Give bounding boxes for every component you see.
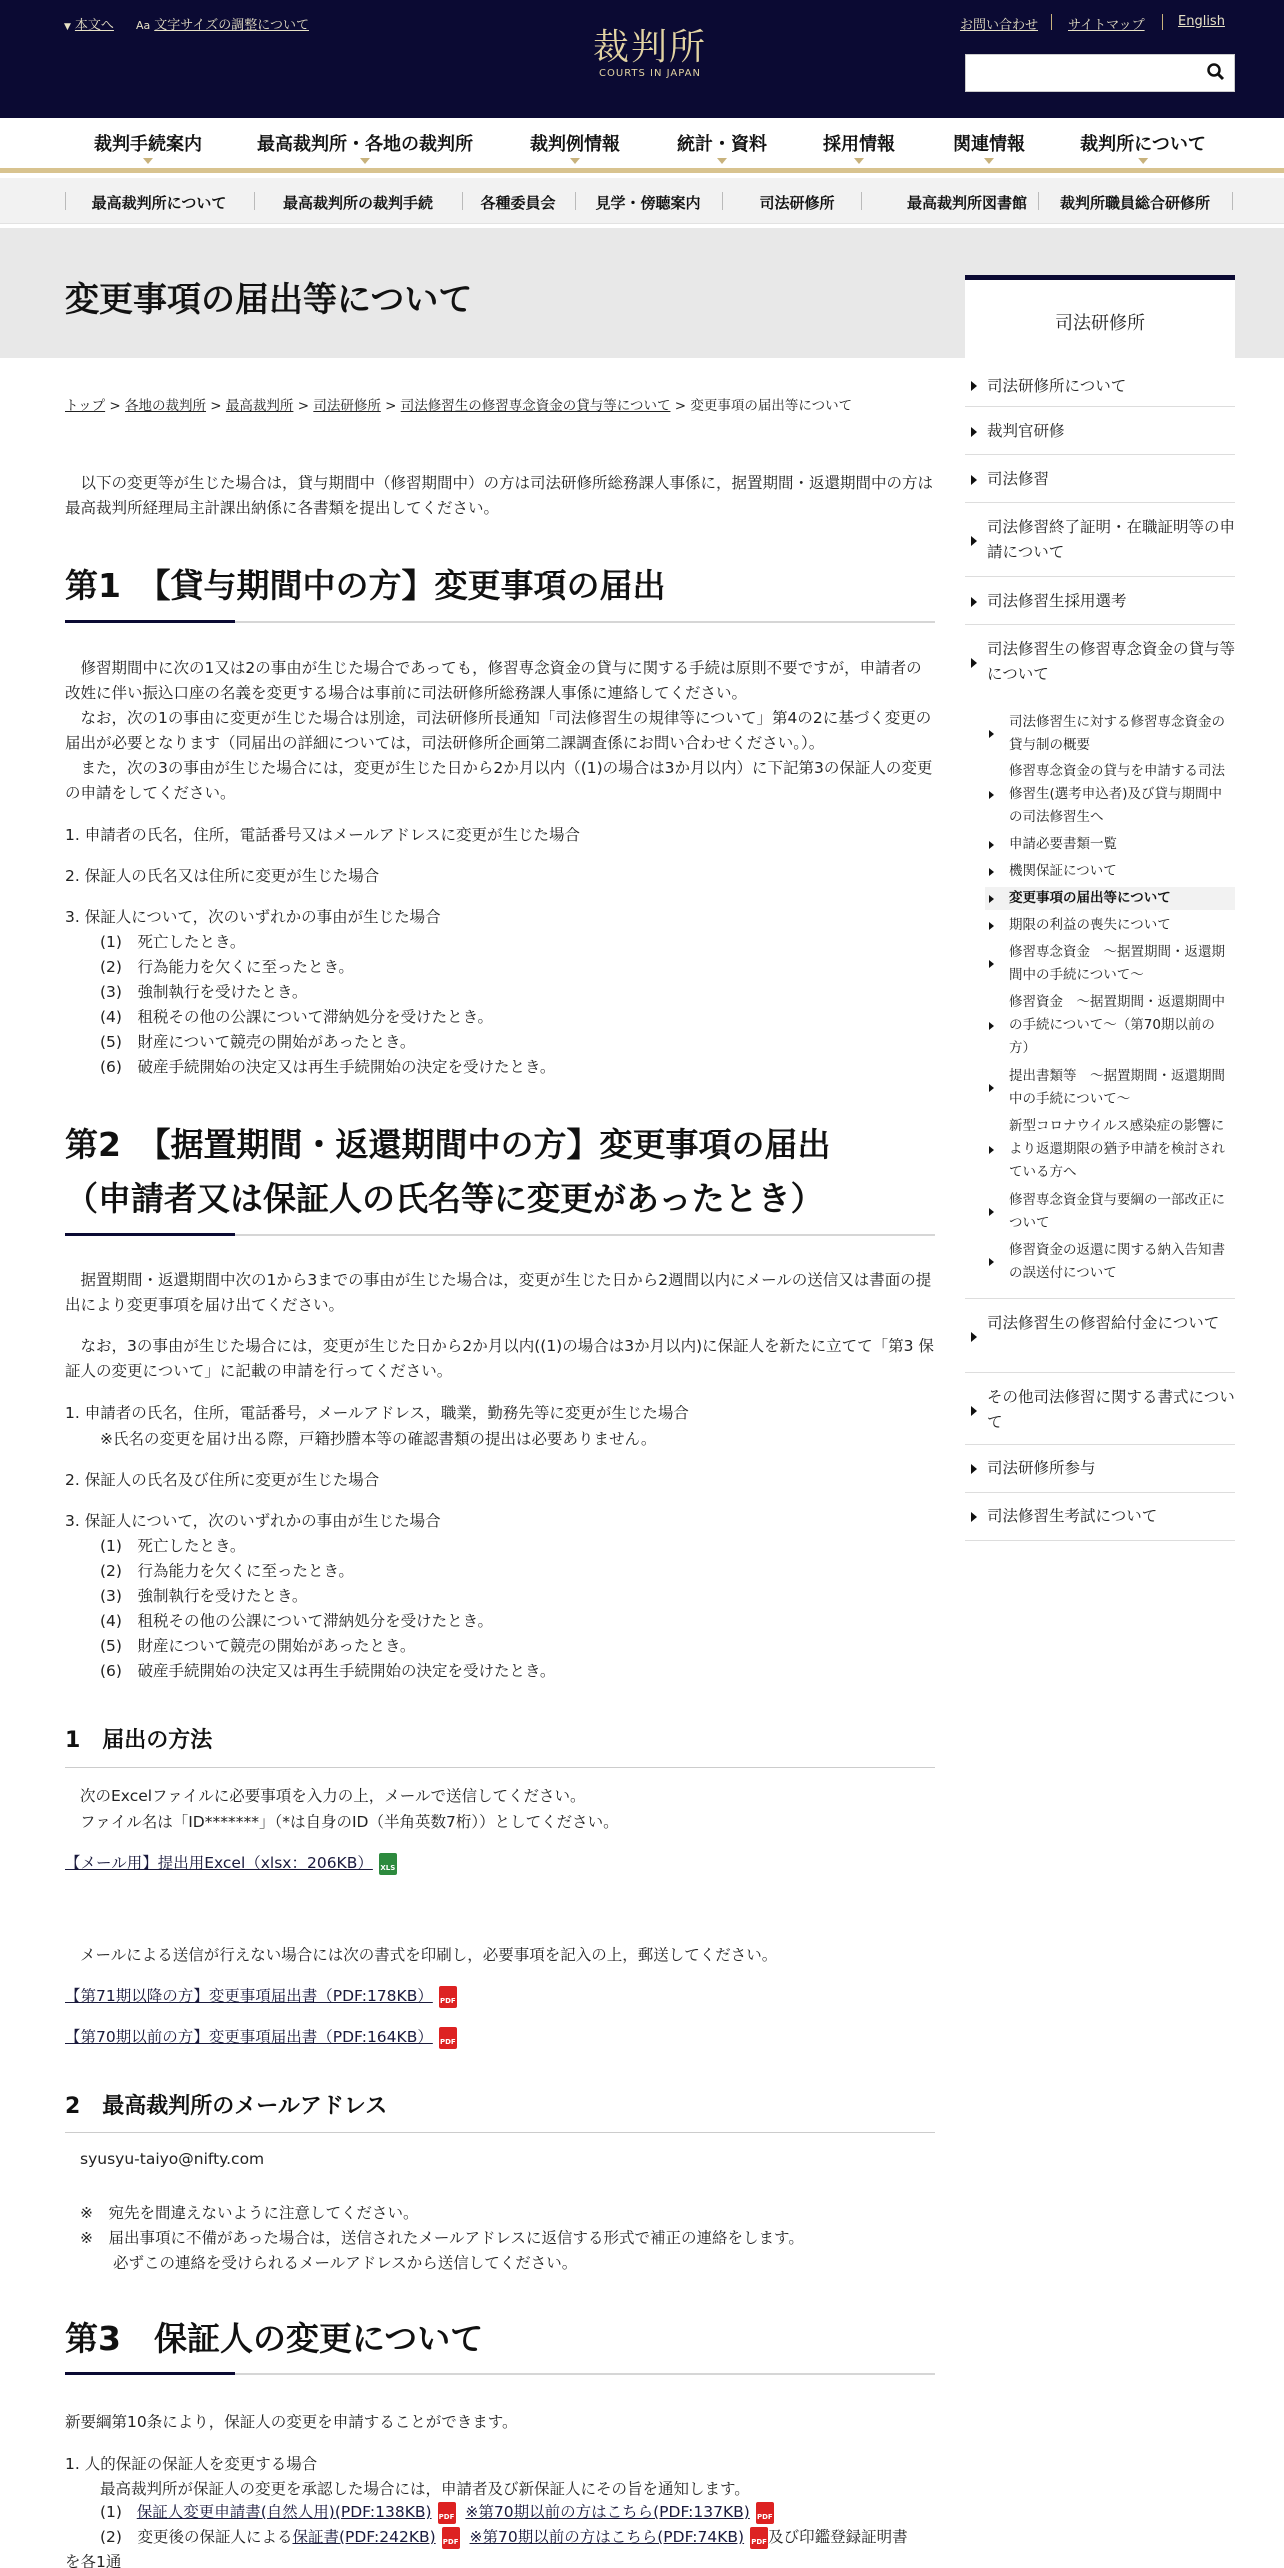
gnav-item-recruitment[interactable]: 採用情報 [823,130,895,156]
mail-note: 必ずこの連絡を受けられるメールアドレスから送信してください。 [113,2254,578,2272]
subnav-item[interactable]: 最高裁判所について [91,194,227,212]
section3-text: 新要綱第10条により，保証人の変更を申請することができます。 [65,2413,518,2431]
site-header [0,0,1284,118]
subnav-divider [722,192,723,210]
sub-list-item: (2) 行為能力を欠くに至ったとき。 [100,1562,354,1580]
section1-para: また，次の3の事由が生じた場合には，変更が生じた日から2か月以内（(1)の場合は3か月以内）に下記第3の保証人の変更の申請をしてください。 [65,759,933,802]
heading-rule [65,1767,935,1768]
english-link[interactable]: English [1178,14,1225,29]
intro-text: 以下の変更等が生じた場合は，貸与期間中（修習期間中）の方は司法研修所総務課人事係に，据置期間・返還期間中の方は最高裁判所経理局主計課出納係に各書類を提出してください。 [65,474,934,517]
mail-note: ※ 届出事項に不備があった場合は，送信されたメールアドレスに返信する形式で補正の連絡をします。 [80,2229,804,2247]
logo-japanese: 裁判所 [592,27,707,68]
pdf-file-icon: PDF [756,2502,774,2524]
gnav-item-related[interactable]: 関連情報 [953,130,1025,156]
gnav-item-procedures[interactable]: 裁判手続案内 [94,130,202,156]
section1-para: なお，次の1の事由に変更が生じた場合は別途，司法研修所長通知「司法修習生の規律等について」第4の2に基づく変更の届出が必要となります（同届出の詳細については，司法研修所企画第二課調査係にお問い合わせください。）。 [65,709,932,752]
section-rule-accent [65,620,235,623]
subnav-item[interactable]: 各種委員会 [480,194,556,212]
list-item: 3. 保証人について，次のいずれかの事由が生じた場合 [65,908,441,926]
site-logo[interactable] [560,26,740,79]
logo-english: COURTS IN JAPAN [599,68,701,79]
section1-title: 第1 【貸与期間中の方】変更事項の届出 [65,566,666,605]
sub-list-item: (6) 破産手続開始の決定又は再生手続開始の決定を受けたとき。 [100,1058,556,1076]
sidebar-subitem[interactable]: 期限の利益の喪失について [985,914,1235,937]
method-heading: 1 届出の方法 [65,1728,213,1753]
triangle-right-icon [989,895,994,903]
sidebar-item-active-parent[interactable]: 司法修習生の修習専念資金の貸与等について [965,625,1235,699]
section2-para: 据置期間・返還期間中次の1から3までの事由が生じた場合は，変更が生じた日から2週間以内にメールの送信又は書面の提出により変更事項を届け出てください。 [65,1271,932,1314]
triangle-right-icon [989,960,994,968]
pdf-download[interactable] [65,1984,457,2008]
triangle-down-icon [143,158,153,164]
subnav-divider [1038,192,1039,210]
sidebar-subitem[interactable]: 提出書類等 ～据置期間・返還期間中の手続について～ [985,1065,1235,1111]
sub-list-item: (1) 死亡したとき。 [100,1537,246,1555]
pdf-file-icon: PDF [750,2527,768,2549]
gnav-item-precedents[interactable]: 裁判例情報 [530,130,620,156]
subnav-item[interactable]: 裁判所職員総合研修所 [1059,194,1211,212]
triangle-right-icon [989,791,994,799]
triangle-right-icon [971,597,977,607]
search-input[interactable] [966,55,1196,91]
page-title: 変更事項の届出等について [65,280,473,320]
triangle-down-icon [984,158,994,164]
list-item: 2. 保証人の氏名又は住所に変更が生じた場合 [65,867,380,885]
contact-link[interactable]: お問い合わせ [960,18,1039,33]
breadcrumb-link[interactable]: 最高裁判所 [225,398,294,414]
triangle-right-icon [971,536,977,546]
sidebar-item[interactable]: 司法修習 [965,455,1235,503]
triangle-right-icon [971,658,977,668]
section1-para: 修習期間中に次の1又は2の事由が生じた場合であっても，修習専念資金の貸与に関する手続は原則不要ですが，申請者の改姓に伴い振込口座の名義を変更する場合は事前に司法研修所総務課人事係に連絡してください。 [65,659,922,702]
gnav-item-about[interactable]: 裁判所について [1080,130,1206,156]
triangle-right-icon [971,1512,977,1522]
list-item: 1. 申請者の氏名，住所，電話番号，メールアドレス，職業，勤務先等に変更が生じた場合 [65,1404,689,1422]
pdf-download-link[interactable]: 保証書(PDF:242KB) [292,2528,436,2546]
pdf-download-link[interactable]: 【第71期以降の方】変更事項届出書（PDF:178KB） [65,1987,433,2005]
font-size-link[interactable]: Aa 文字サイズの調整について [136,18,309,33]
triangle-down-icon [854,158,864,164]
subnav-divider [861,192,862,210]
triangle-right-icon [989,868,994,876]
pdf-file-icon: PDF [442,2527,460,2549]
section-rule-accent [65,2372,235,2375]
breadcrumb-link[interactable]: 司法研修所 [313,398,381,414]
text-size-icon: Aa [136,19,151,32]
subnav-divider [462,192,463,210]
triangle-right-icon [971,1464,977,1474]
section-rule-accent [65,1233,235,1236]
sub-list-item: (5) 財産について競売の開始があったとき。 [100,1637,416,1655]
sub-list-item: (3) 強制執行を受けたとき。 [100,1587,308,1605]
breadcrumb-link[interactable]: 司法修習生の修習専念資金の貸与等について [400,398,671,414]
section3-title: 第3 保証人の変更について [65,2319,484,2358]
triangle-right-icon [989,841,994,849]
triangle-right-icon [971,1406,977,1416]
sidebar-subitem[interactable]: 修習専念資金の貸与を申請する司法修習生(選考申込者)及び貸与期間中の司法修習生へ [985,760,1235,829]
pdf-file-icon: PDF [438,2502,456,2524]
excel-file-icon: XLS [379,1853,397,1875]
sidebar-item[interactable]: 司法修習生採用選考 [965,577,1235,625]
sub-list-item: (4) 租税その他の公課について滞納処分を受けたとき。 [100,1612,494,1630]
list-item: 3. 保証人について，次のいずれかの事由が生じた場合 [65,1512,441,1530]
triangle-down-icon [717,158,727,164]
list-note: ※氏名の変更を届け出る際，戸籍抄謄本等の確認書類の提出は必要ありません。 [100,1430,657,1448]
triangle-right-icon [989,1022,994,1030]
search-box[interactable] [965,54,1235,92]
breadcrumb-link[interactable]: トップ [65,398,106,414]
triangle-down-icon [1138,158,1148,164]
triangle-down-icon [360,158,370,164]
excel-download-link[interactable]: 【メール用】提出用Excel（xlsx：206KB） [65,1854,373,1872]
triangle-right-icon [971,1332,977,1342]
triangle-right-icon [971,427,977,437]
breadcrumb-current: 変更事項の届出等について [690,398,853,414]
subnav-item[interactable]: 司法研修所 [759,194,835,212]
subnav-divider [65,192,66,210]
triangle-right-icon [989,1146,994,1154]
list-text: を各1通 [65,2553,122,2568]
pdf-download-link[interactable]: 保証人変更申請書(自然人用)(PDF:138KB) [136,2503,432,2521]
sidebar-subitem[interactable]: 修習資金の返還に関する納入告知書の誤送付について [985,1239,1235,1285]
pdf-download-link[interactable]: ※第70期以前の方はこちら(PDF:137KB) [465,2503,750,2521]
sub-list-item: (5) 財産について競売の開始があったとき。 [100,1033,416,1051]
breadcrumb-link[interactable]: 各地の裁判所 [125,398,207,414]
triangle-right-icon [989,1208,994,1216]
pdf-file-icon: PDF [439,2027,457,2049]
pdf-download[interactable] [65,2025,457,2049]
list-item: 2. 保証人の氏名及び住所に変更が生じた場合 [65,1471,380,1489]
sub-nav [0,178,1284,224]
mail-address: syusyu-taiyo@nifty.com [80,2150,265,2168]
subnav-item[interactable]: 見学・傍聴案内 [595,194,701,212]
subnav-divider [1232,192,1233,210]
sidebar-subitem[interactable]: 修習専念資金 ～据置期間・返還期間中の手続について～ [985,941,1235,987]
mail-note: ※ 宛先を間違えないように注意してください。 [80,2204,419,2222]
gnav-item-courts[interactable]: 最高裁判所・各地の裁判所 [257,130,473,156]
sidebar-item[interactable]: 裁判官研修 [965,407,1235,455]
sidebar-subitem[interactable]: 新型コロナウイルス感染症の影響により返還期限の猶予申請を検討されている方へ [985,1115,1235,1184]
gnav-item-statistics[interactable]: 統計・資料 [677,130,767,156]
sidebar-item[interactable]: 司法修習生の修習給付金について [965,1299,1235,1373]
list-item: 1. 人的保証の保証人を変更する場合 [65,2455,318,2473]
triangle-right-icon [971,381,977,391]
sitemap-link[interactable]: サイトマップ [1068,18,1145,33]
sidebar-item[interactable]: 司法修習終了証明・在職証明等の申請について [965,503,1235,577]
triangle-right-icon [971,475,977,485]
sub-list-item: (4) 租税その他の公課について滞納処分を受けたとき。 [100,1008,494,1026]
skip-to-content-link[interactable]: ▼ 本文へ [64,18,114,33]
triangle-down-icon [570,158,580,164]
sub-list-item: (2) 行為能力を欠くに至ったとき。 [100,958,354,976]
pdf-download-link[interactable]: ※第70期以前の方はこちら(PDF:74KB) [469,2528,745,2546]
search-icon[interactable] [1206,62,1226,82]
subnav-divider [575,192,576,210]
triangle-right-icon [989,922,994,930]
list-item: 1. 申請者の氏名，住所，電話番号又はメールアドレスに変更が生じた場合 [65,826,580,844]
sidebar-subitem[interactable]: 修習資金 ～据置期間・返還期間中の手続について～（第70期以前の方） [985,991,1235,1060]
section2-para: なお，3の事由が生じた場合には，変更が生じた日から2か月以内((1)の場合は3か月以内)に保証人を新たに立てて「第3 保証人の変更について」に記載の申請を行ってください。 [65,1337,934,1380]
mail-heading: 2 最高裁判所のメールアドレス [65,2094,388,2119]
list-text: 最高裁判所が保証人の変更を承認した場合には，申請者及び新保証人にその旨を通知します。 [100,2480,750,2498]
triangle-right-icon [989,730,994,738]
sidebar-item[interactable]: その他司法修習に関する書式について [965,1373,1235,1445]
section2-subtitle: （申請者又は保証人の氏名等に変更があったとき） [65,1179,824,1218]
excel-download[interactable] [65,1851,397,1875]
triangle-down-icon: ▼ [64,22,71,32]
subnav-item[interactable]: 最高裁判所図書館 [906,194,1028,212]
method-text: ファイル名は「ID*******」（*は自身のID（半角英数7桁））としてください。 [80,1813,619,1831]
method-text: 次のExcelファイルに必要事項を入力の上，メールで送信してください。 [80,1787,586,1805]
breadcrumb: トップ > 各地の裁判所 > 最高裁判所 > 司法研修所 > 司法修習生の修習専念資金の貸与等について > 変更事項の届出等について [65,398,853,414]
sidebar-subitem[interactable]: 修習専念資金貸与要綱の一部改正について [985,1189,1235,1235]
sidebar-subitem[interactable]: 司法修習生に対する修習専念資金の貸与制の概要 [985,711,1235,757]
guarantor-form-row: (2) 変更後の保証人による保証書(PDF:242KB) PDF ※第70期以前の方はこちら(PDF:74KB) PDF及び印鑑登録証明書 [100,2525,908,2549]
sidebar-subitem[interactable]: 申請必要書類一覧 [985,833,1235,856]
triangle-right-icon [989,1084,994,1092]
sub-list-item: (3) 強制執行を受けたとき。 [100,983,308,1001]
heading-rule [65,2132,935,2133]
subnav-item[interactable]: 最高裁判所の裁判手続 [282,194,434,212]
global-nav [0,118,1284,173]
triangle-right-icon [989,1258,994,1266]
header-divider [1051,14,1052,30]
sidebar-subitem[interactable]: 機関保証について [985,860,1235,883]
sidebar-item[interactable]: 司法研修所について [965,365,1235,407]
pdf-download-link[interactable]: 【第70期以前の方】変更事項届出書（PDF:164KB） [65,2028,433,2046]
sidebar-subitem-current[interactable]: 変更事項の届出等について [985,887,1235,910]
sidebar-heading[interactable]: 司法研修所 [965,275,1235,359]
sub-list-item: (6) 破産手続開始の決定又は再生手続開始の決定を受けたとき。 [100,1662,556,1680]
method-text: メールによる送信が行えない場合には次の書式を印刷し，必要事項を記入の上，郵送してください。 [80,1946,778,1964]
subnav-divider [254,192,255,210]
header-divider [1162,14,1163,30]
guarantor-form-row: (1) 保証人変更申請書(自然人用)(PDF:138KB) PDF ※第70期以前の方はこちら(PDF:137KB) PDF [100,2500,774,2524]
sidebar-item[interactable]: 司法修習生考試について [965,1493,1235,1541]
sub-list-item: (1) 死亡したとき。 [100,933,246,951]
sidebar-item[interactable]: 司法研修所参与 [965,1445,1235,1493]
pdf-file-icon: PDF [439,1986,457,2008]
section2-title: 第2 【据置期間・返還期間中の方】変更事項の届出 [65,1125,831,1164]
